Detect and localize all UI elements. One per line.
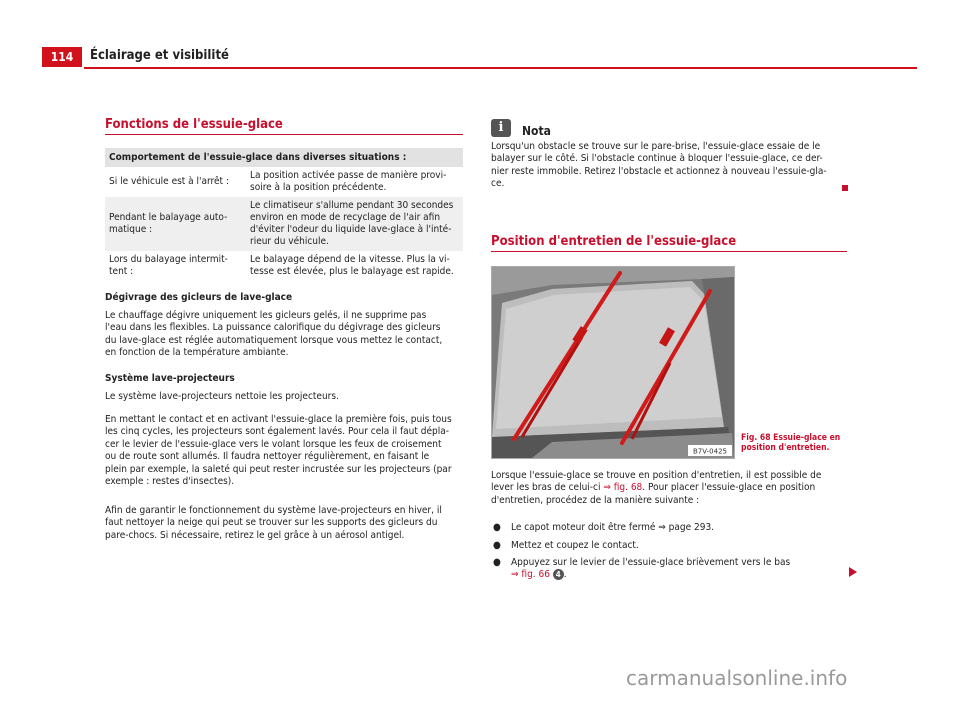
header-rule (84, 67, 917, 69)
end-marker (842, 185, 848, 191)
intro-paragraph: Lorsque l'essuie-glace se trouve en position d'entretien, il est possible de lever les bras de celui-ci ⇒ fig. 68. Pour placer l'essuie-glace en position d'entretien, procédez de la manière suivante : (491, 470, 822, 506)
windshield-wiper-illustration (492, 267, 734, 458)
table-cell: Le climatiseur s'allume pendant 30 secondes environ en mode de recyclage de l'air afin d'éviter l'odeur du liquide lave-glace à l'inté- rieur du véhicule. (246, 197, 463, 251)
behaviour-table (105, 148, 463, 281)
figure-link[interactable]: ⇒ fig. 68 (603, 482, 643, 494)
figure-code: B7V-0425 (693, 447, 727, 456)
degivrage-text: Le chauffage dégivre uniquement les gicleurs gelés, il ne supprime pas l'eau dans les flexibles. La puissance calorifique du dégivrage des gicleurs du lave-glace est réglée automatiquement lorsque vous mettez le contact, en fonction de la température ambiante. (105, 310, 443, 359)
nota-text: Lorsqu'un obstacle se trouve sur le pare-brise, l'essuie-glace essaie de le balayer sur le côté. Si l'obstacle continue à bloquer l'essuie-glace, ce der- nier reste immobile. Retirez l'obstacle et actionnez à nouveau l'essuie-gla- ce. (491, 141, 827, 190)
watermark: carmanualsonline.info (626, 666, 848, 690)
bullet-icon: ● (493, 557, 501, 568)
figure-link[interactable]: ⇒ fig. 66 (511, 569, 550, 581)
section-title-entretien: Position d'entretien de l'essuie-glace (491, 234, 737, 249)
table-cell: Le balayage dépend de la vitesse. Plus la vi- tesse est élevée, plus le balayage est rapide. (246, 251, 463, 281)
paragraph-projecteurs: En mettant le contact et en activant l'essuie-glace la première fois, puis tous les cinq cycles, les projecteurs sont également lavés. Pour cela il faut dépla- cer le levier de l'essuie-glace vers le volant lorsque les feux de croisement ou de route sont allumés. Il faudra nettoyer régulièrement, en faisant le plein par exemple, la saleté qui peut rester incrustée sur les projecteurs (par exemple : restes d'insectes). (105, 414, 452, 488)
wiper-figure (491, 266, 735, 459)
continue-arrow-icon (849, 567, 857, 577)
table-cell: La position activée passe de manière provi- soire à la position précédente. (246, 167, 463, 197)
section-title-fonctions: Fonctions de l'essuie-glace (105, 117, 283, 132)
table-row (105, 197, 463, 251)
page-number: 114 (42, 47, 82, 67)
table-cell: Lors du balayage intermit- tent : (105, 251, 246, 281)
figure-caption: Fig. 68 Essuie-glace en position d'entretien. (741, 433, 841, 453)
table-cell: Pendant le balayage auto- matique : (105, 197, 246, 251)
callout-number: 4 (553, 569, 564, 580)
projecteurs-title: Système lave-projecteurs (105, 373, 235, 384)
paragraph-hiver: Afin de garantir le fonctionnement du système lave-projecteurs en hiver, il faut nettoyer la neige qui peut se trouver sur les supports des gicleurs du pare-chocs. Si nécessaire, retirez le gel grâce à un aérosol antigel. (105, 505, 442, 541)
chapter-title: Éclairage et visibilité (90, 48, 229, 63)
info-icon: i (491, 119, 511, 137)
section-rule (491, 251, 847, 252)
bullet-icon: ● (493, 540, 501, 551)
nota-title: Nota (522, 124, 551, 138)
table-row (105, 167, 463, 197)
bullet-icon: ● (493, 522, 501, 533)
table-row (105, 251, 463, 281)
projecteurs-text: Le système lave-projecteurs nettoie les projecteurs. (105, 391, 339, 402)
table-header: Comportement de l'essuie-glace dans diverses situations : (105, 148, 463, 167)
table-cell: Si le véhicule est à l'arrêt : (105, 167, 246, 197)
degivrage-title: Dégivrage des gicleurs de lave-glace (105, 292, 293, 303)
section-rule (105, 134, 463, 135)
